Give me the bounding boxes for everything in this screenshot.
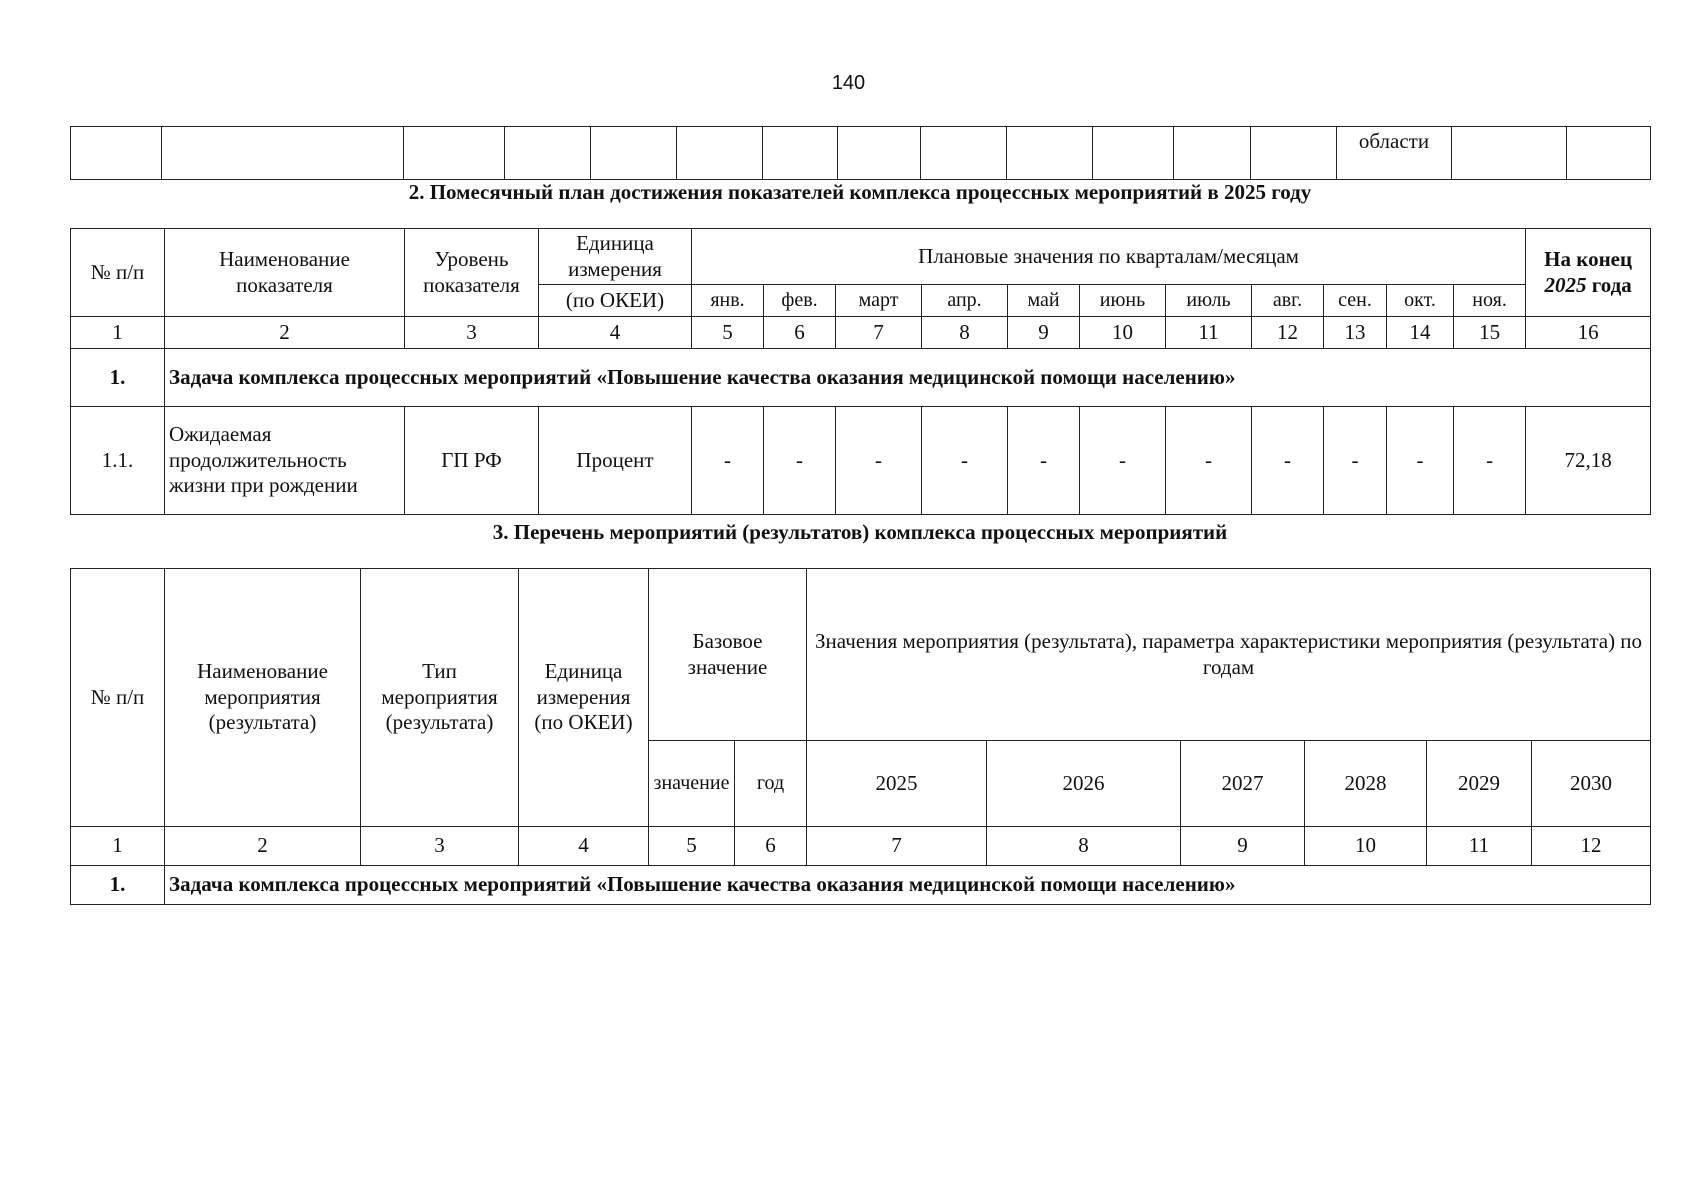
header-base-value-year: год xyxy=(735,741,807,827)
header-month: март xyxy=(836,285,922,317)
column-number: 7 xyxy=(836,317,922,349)
month-value: - xyxy=(1387,407,1454,515)
column-number: 4 xyxy=(539,317,692,349)
column-number: 6 xyxy=(735,827,807,866)
column-number: 10 xyxy=(1305,827,1427,866)
month-value: - xyxy=(1008,407,1080,515)
task-title: Задача комплекса процессных мероприятий «Повышение качества оказания медицинской помощи населению» xyxy=(165,349,1651,407)
month-value: - xyxy=(1454,407,1526,515)
header-month: июль xyxy=(1166,285,1252,317)
header-unit: Единица измерения xyxy=(539,229,692,285)
column-number: 1 xyxy=(71,317,165,349)
header-num: № п/п xyxy=(71,569,165,827)
row-number: 1.1. xyxy=(71,407,165,515)
page-number: 140 xyxy=(831,72,866,94)
header-planned-values: Плановые значения по кварталам/месяцам xyxy=(692,229,1526,285)
month-value: - xyxy=(1252,407,1324,515)
header-month: июнь xyxy=(1080,285,1166,317)
task-title: Задача комплекса процессных мероприятий «Повышение качества оказания медицинской помощи населению» xyxy=(165,866,1651,905)
column-number: 2 xyxy=(165,827,361,866)
header-month: сен. xyxy=(1324,285,1387,317)
column-number: 13 xyxy=(1324,317,1387,349)
table-row xyxy=(71,127,1651,180)
column-number: 9 xyxy=(1008,317,1080,349)
column-number: 16 xyxy=(1526,317,1651,349)
column-number-row xyxy=(71,317,1651,349)
header-indicator-name: Наименование показателя xyxy=(165,229,405,317)
header-end-line1: На конец xyxy=(1544,246,1633,271)
month-value: - xyxy=(1166,407,1252,515)
column-number: 11 xyxy=(1427,827,1532,866)
table-header-row xyxy=(71,229,1651,285)
header-year: 2025 xyxy=(807,741,987,827)
month-value: - xyxy=(692,407,764,515)
task-number: 1. xyxy=(71,349,165,407)
task-row xyxy=(71,866,1651,905)
header-year: 2028 xyxy=(1305,741,1427,827)
header-values-by-year: Значения мероприятия (результата), параметра характеристики мероприятия (результата) по годам xyxy=(807,569,1651,741)
header-month: окт. xyxy=(1387,285,1454,317)
column-number: 15 xyxy=(1454,317,1526,349)
column-number: 12 xyxy=(1252,317,1324,349)
month-value: - xyxy=(836,407,922,515)
header-end-word: года xyxy=(1591,272,1632,297)
column-number: 8 xyxy=(922,317,1008,349)
column-number: 10 xyxy=(1080,317,1166,349)
table-header-row xyxy=(71,569,1651,741)
header-year: 2027 xyxy=(1181,741,1305,827)
column-number-row xyxy=(71,827,1651,866)
end-of-year-value: 72,18 xyxy=(1526,407,1651,515)
section-2-heading: 2. Помесячный план достижения показателей комплекса процессных мероприятий в 2025 году xyxy=(408,180,1312,204)
month-value: - xyxy=(922,407,1008,515)
column-number: 5 xyxy=(649,827,735,866)
indicator-unit: Процент xyxy=(539,407,692,515)
month-value: - xyxy=(1080,407,1166,515)
header-month: фев. xyxy=(764,285,836,317)
table-row xyxy=(71,407,1651,515)
header-year: 2026 xyxy=(987,741,1181,827)
header-year: 2029 xyxy=(1427,741,1532,827)
column-number: 11 xyxy=(1166,317,1252,349)
task-number: 1. xyxy=(71,866,165,905)
column-number: 5 xyxy=(692,317,764,349)
header-unit: Единица измерения (по ОКЕИ) xyxy=(519,569,649,827)
month-value: - xyxy=(764,407,836,515)
header-end-of-year xyxy=(1526,229,1651,317)
header-month: авг. xyxy=(1252,285,1324,317)
header-base-value: Базовое значение xyxy=(649,569,807,741)
task-row xyxy=(71,349,1651,407)
header-indicator-level: Уровень показателя xyxy=(405,229,539,317)
header-event-name: Наименование мероприятия (результата) xyxy=(165,569,361,827)
column-number: 4 xyxy=(519,827,649,866)
header-base-value-value: значение xyxy=(649,741,735,827)
column-number: 8 xyxy=(987,827,1181,866)
column-number: 9 xyxy=(1181,827,1305,866)
column-number: 14 xyxy=(1387,317,1454,349)
prev-table-cell: области xyxy=(1337,127,1452,180)
column-number: 1 xyxy=(71,827,165,866)
column-number: 3 xyxy=(361,827,519,866)
header-event-type: Тип мероприятия (результата) xyxy=(361,569,519,827)
column-number: 3 xyxy=(405,317,539,349)
header-month: янв. xyxy=(692,285,764,317)
header-unit-okei: (по ОКЕИ) xyxy=(539,285,692,317)
column-number: 12 xyxy=(1532,827,1651,866)
column-number: 2 xyxy=(165,317,405,349)
header-month: ноя. xyxy=(1454,285,1526,317)
section-3-heading: 3. Перечень мероприятий (результатов) комплекса процессных мероприятий xyxy=(492,520,1228,544)
header-num: № п/п xyxy=(71,229,165,317)
previous-table-tail xyxy=(70,126,1651,180)
month-value: - xyxy=(1324,407,1387,515)
indicator-level: ГП РФ xyxy=(405,407,539,515)
indicator-name: Ожидаемая продолжительность жизни при рождении xyxy=(165,407,405,515)
column-number: 6 xyxy=(764,317,836,349)
header-month: апр. xyxy=(922,285,1008,317)
column-number: 7 xyxy=(807,827,987,866)
header-month: май xyxy=(1008,285,1080,317)
events-table xyxy=(70,568,1651,905)
monthly-plan-table xyxy=(70,228,1651,515)
header-end-year: 2025 xyxy=(1544,272,1587,297)
header-year: 2030 xyxy=(1532,741,1651,827)
